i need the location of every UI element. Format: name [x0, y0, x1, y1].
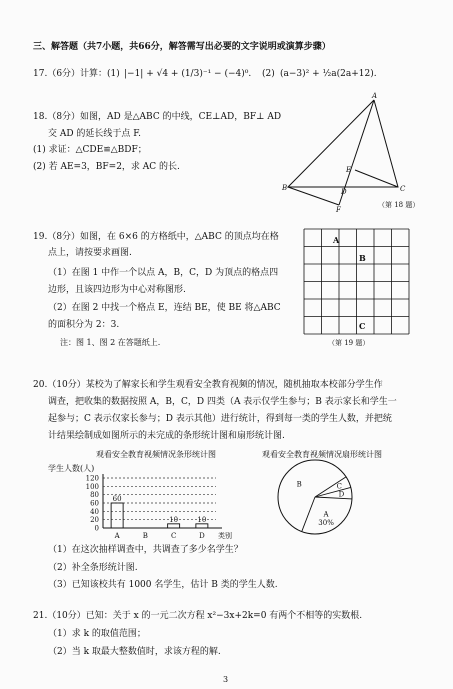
bar-chart-ylabel: 学生人数(人): [48, 464, 95, 473]
pie-slice-edge: [315, 487, 351, 497]
bar-category-label: A: [114, 532, 120, 540]
pie-label-C: C: [336, 482, 343, 491]
pie-value-A: 30%: [318, 519, 334, 528]
pie-label-D: D: [338, 490, 345, 499]
q17-expression-2: (a−3)² + ½a(2a+12).: [280, 69, 377, 79]
q20-line3: 起参与；C 表示仅家长参与；D 表示其他）进行统计，得到每一类的学生人数，并把统: [48, 414, 392, 424]
bar-y-tick-label: 20: [90, 516, 99, 525]
q17-expression-1: |−1| + √4 + (1/3)⁻¹ − (−4)⁰.: [124, 69, 252, 79]
pie-label-A: A: [323, 510, 329, 519]
q19-sub1b: 边形，且该四边形为中心对称图形.: [48, 285, 186, 295]
section-heading: 三、解答题（共7小题，共66分，解答需写出必要的文字说明或演算步骤）: [33, 42, 331, 52]
page-number: 3: [223, 675, 229, 684]
pie-chart-title: 观看安全教育视频情况扇形统计图: [262, 450, 382, 459]
q21-sub1: （1）求 k 的取值范围；: [48, 629, 146, 639]
q19-line2: 点上，请按要求画图.: [48, 248, 132, 258]
bar-value-label: 10: [197, 515, 207, 524]
q19-point-b: B: [359, 253, 366, 263]
q18-line1: 18.（8分）如图，AD 是△ABC 的中线，CE⊥AD，BF⊥ AD: [33, 112, 282, 122]
q20-line4: 计结果绘制成如图所示的未完成的条形统计图和扇形统计图.: [48, 431, 285, 441]
q18-point-e: E: [346, 166, 352, 174]
q19-sub2b: 的面积分为 2：3.: [48, 320, 120, 330]
q19-caption: （第 19 题）: [328, 339, 370, 347]
bar-category-label: B: [142, 532, 148, 540]
q20-sub3: （3）已知该校共有 1000 名学生，估计 B 类的学生人数.: [48, 580, 278, 590]
bar-value-label: 10: [169, 515, 179, 524]
bar-x-label: 类别: [218, 532, 232, 540]
q18-point-a: A: [372, 92, 378, 100]
q19-sub2a: （2）在图 2 中找一个格点 E，连结 BE，使 BE 将△ABC: [48, 303, 281, 313]
q18-caption: （第 18 题）: [378, 201, 420, 209]
q20-line2: 调查，把收集的数据按照 A，B，C，D 四类（A 表示仅学生参与；B 表示家长和学生一: [48, 397, 397, 407]
bar-y-tick-label: 40: [90, 507, 99, 516]
bar-y-tick-label: 60: [90, 499, 99, 508]
q19-point-a: A: [333, 235, 340, 245]
q17-part2-label: (2): [262, 69, 275, 79]
q21-line1: 21.（10分）已知：关于 x 的一元二次方程 x²−3x+2k=0 有两个不相等的实数根.: [33, 611, 363, 621]
bar-value-label: 60: [112, 495, 122, 503]
pie-label-B: B: [296, 480, 302, 489]
q20-sub1: （1）在这次抽样调查中，共调查了多少名学生？: [48, 545, 243, 555]
q19-sub1a: （1）在图 1 中作一个以点 A，B，C，D 为顶点的格点四: [48, 268, 279, 278]
bar-y-tick-label: 100: [85, 482, 99, 491]
q20-line1: 20.（10分）某校为了解家长和学生观看安全教育视频的情况，随机抽取本校部分学生作: [33, 380, 383, 390]
bar-category-label: C: [170, 532, 177, 540]
bar-y-tick-label: 80: [90, 491, 99, 500]
pie-slice-edge: [302, 497, 315, 532]
q19-note: 注：图 1、图 2 在答题纸上.: [60, 338, 161, 347]
q18-point-c: C: [400, 185, 406, 193]
bar-y-tick-label: 0: [94, 524, 99, 533]
q19-point-c: C: [359, 321, 366, 331]
q18-sub1: (1) 求证：△CDE≌△BDF；: [33, 145, 147, 155]
bar-category-label: D: [199, 532, 205, 540]
q18-sub2: (2) 若 AE=3，BF=2，求 AC 的长.: [33, 162, 180, 172]
bar-chart-title: 观看安全教育视频情况条形统计图: [96, 450, 216, 459]
q19-line1: 19.（8分）如图，在 6×6 的方格纸中，△ABC 的顶点均在格: [33, 232, 279, 242]
q18-point-b: B: [282, 184, 288, 192]
q20-sub2: （2）补全条形统计图.: [48, 563, 138, 573]
q21-sub2: （2）当 k 取最大整数值时，求该方程的解.: [48, 647, 221, 657]
pie-slice-edge: [315, 497, 352, 499]
q18-line2: 交 AD 的延长线于点 F.: [48, 129, 142, 139]
bar-y-tick-label: 120: [85, 474, 99, 483]
q18-point-f: F: [336, 206, 341, 214]
q18-point-d: D: [341, 188, 347, 196]
q17-label: 17.（6分）计算：(1): [33, 69, 120, 79]
